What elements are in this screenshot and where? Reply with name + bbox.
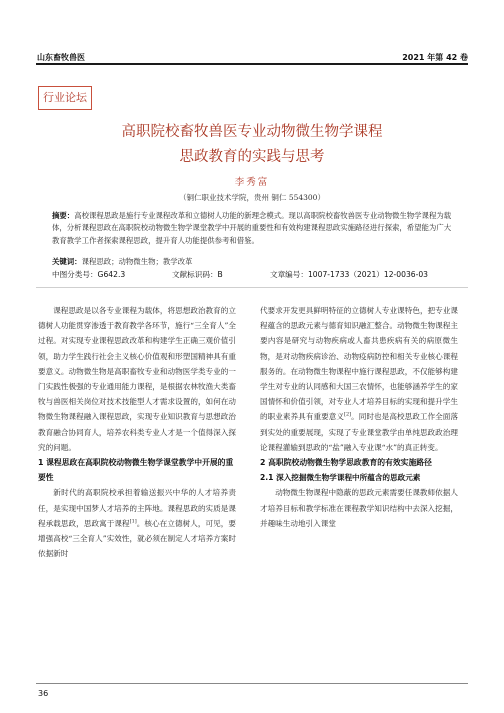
- section-heading: 2 高职院校动物微生物学思政教育的有效实施路径: [260, 458, 432, 468]
- abstract: [52, 210, 457, 247]
- author: 李秀富: [234, 177, 270, 188]
- section-heading: 1 课程思政在高职院校动物微生物学课堂教学中开展的重要性: [38, 458, 234, 483]
- keywords: [52, 256, 192, 267]
- subsection-heading: 2.1 深入挖掘微生物学课程中所蕴含的思政元素: [260, 473, 421, 483]
- paragraph-text: 。核心在立德树人，可见，要增强高校“三全育人”实效性，就必须在制定人才培养方案时依据新时: [38, 518, 237, 559]
- journal-issue: 2021 年第 42 卷: [402, 53, 468, 62]
- document-code: 文献标识码：B: [172, 270, 223, 279]
- clc-number: 中图分类号：G642.3: [52, 270, 126, 279]
- paragraph-text: 新时代的高职院校承担着输送振兴中华的人才培养责任，是实现中国梦人才培养的主阵地。课程思政的实质是课程承载思政，思政寓于课程: [38, 488, 236, 528]
- article-number: 文章编号：1007-1733（2021）12-0036-03: [270, 270, 429, 279]
- body-left-column: [38, 303, 236, 561]
- article-meta: [52, 269, 462, 281]
- section-rule: [36, 287, 468, 288]
- journal-name: 山东畜牧兽医: [37, 53, 85, 62]
- paragraph: 动物微生物课程中隐蔽的思政元素需要任课教师依据人才培养目标和教学标准在课程教学知识结构中去深入挖掘，并趣味生动地引入课堂: [260, 488, 458, 528]
- paragraph-text: 代要求开发更具鲜明特征的立德树人专业课特色，把专业课程蕴含的思政元素与德育知识融汇整合。动物微生物课程主要内容是研究与动物疾病或人畜共患疾病有关的病原微生物，是对动物疾病诊治、动物疫病防控和相关专业核心课程服务的。在动物微生物课程中施行课程思政，不仅能够构建学生对专业的认同感和大国三农情怀，也能够涵养学生的家国情怀和价值引领，对专业人才培养目标的实现和提升学生的职业素养具有重要意义: [260, 306, 458, 422]
- paragraph: [260, 303, 458, 455]
- affiliation: （铜仁职业技术学院，贵州 铜仁 554300）: [179, 193, 325, 202]
- title-line-1: 高职院校畜牧兽医专业动物微生物学课程: [121, 124, 383, 140]
- header-rule: [36, 63, 468, 65]
- paragraph: 课程思政是以各专业课程为载体，将思想政治教育的立德树人功能贯穿渗透于教育教学各环节，施行“三全育人”全过程。对实现专业课程思政改革和构建学生正确三观价值引领，助力学生践行社会主义核心价值观和形塑国精神具有重要意义。动物微生物是高职畜牧专业和动物医学类专业的一门实践性极强的专业通用能力课程，是根据农林牧渔大类畜牧与兽医相关岗位对技术技能型人才需求设置的，如何在动物微生物课程融入课程思政，实现专业知识教育与思想政治教育融合协同育人，培养农科类专业人才是一个值得深入探究的问题。: [38, 306, 236, 452]
- keywords-text: 课程思政；动物微生物；教学改革: [81, 257, 193, 266]
- paragraph-text: 。同时也是高校思政工作全面落到实处的重要展现，实现了专业课堂教学由单纯思政政治理论课程灌输到思政的“盐”融入专业课“水”的真正转变。: [260, 412, 458, 452]
- citation-ref: [1]: [129, 518, 137, 525]
- body-right-column: [260, 303, 458, 531]
- citation-ref: [2]: [344, 411, 352, 418]
- footer-rule: [36, 683, 468, 684]
- page-number: 36: [38, 689, 49, 698]
- column-tag: 行业论坛: [38, 86, 92, 110]
- keywords-label: 关键词：: [52, 257, 82, 266]
- abstract-label: 摘要：: [52, 211, 75, 220]
- paragraph: [38, 485, 236, 561]
- abstract-text: 高校课程思政是施行专业课程改革和立德树人功能的新理念模式。现以高职院校畜牧兽医专业动物微生物学课程为载体，分析课程思政在高职院校动物微生物学课堂教学中开展的重要性和有效构建课程思政实施路径进行探索，希望能为广大教育教学工作者探索课程思政，提升育人功能提供参考和借鉴。: [52, 211, 452, 245]
- title-line-2: 思政教育的实践与思考: [179, 149, 325, 165]
